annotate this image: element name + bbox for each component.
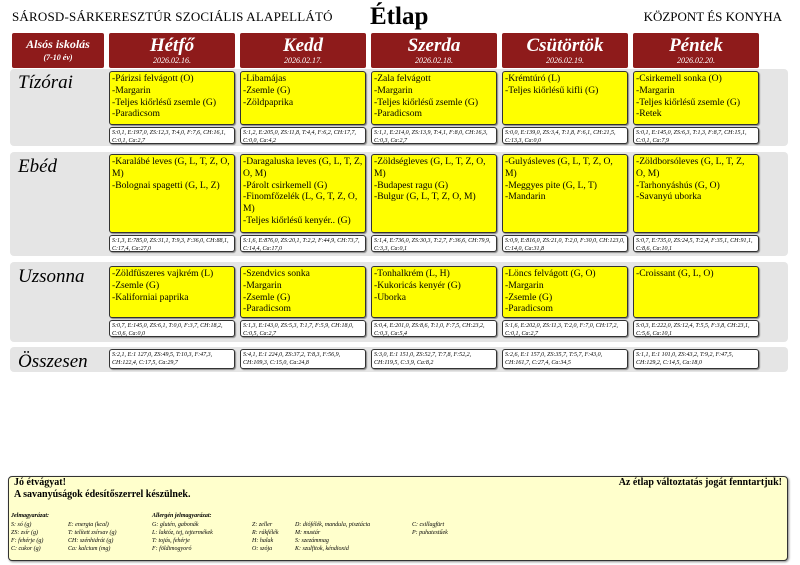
age-group-label: Alsós iskolás: [26, 37, 90, 51]
day-name: Csütörtök: [526, 35, 604, 56]
nutrition-info: S:0,7, E:145,0, ZS:6,1, T:0,0, F:3,7, CH:18,2, C:0,6, Ca:0,0: [109, 320, 235, 337]
menu-item: -Szendvics sonka: [243, 268, 310, 279]
menu-cell: [240, 154, 366, 233]
menu-item: -Bolognai spagetti (G, L, Z): [112, 179, 220, 191]
legend-item: Ca: kalcium (mg): [68, 546, 111, 552]
menu-item: -Paradicsom: [505, 303, 553, 315]
menu-item: -Margarin: [243, 279, 282, 291]
menu-item: -Zala felvágott: [374, 73, 431, 84]
menu-item: -Löncs felvágott (G, O): [505, 268, 596, 279]
menu-item: -Krémtúró (L): [505, 73, 561, 84]
day-name: Szerda: [407, 35, 461, 56]
nutrition-info: S:2,6, E:1 157,0, ZS:35,7, T:5,7, F:43,0, CH:161,7, C:27,4, Ca:34,5: [502, 349, 628, 369]
allergen-item: F: földimogyoró: [152, 546, 192, 552]
menu-cell: [633, 154, 759, 233]
nutrition-info: S:2,1, E:1 127,0, ZS:49,5, T:10,3, F:47,3, CH:122,4, C:17,5, Ca:29,7: [109, 349, 235, 369]
menu-cell: [633, 71, 759, 125]
menu-cell: [240, 71, 366, 125]
menu-item: -Zsemle (G): [112, 279, 160, 291]
nutrition-info: S:3,0, E:1 151,0, ZS:52,7, T:7,8, F:52,2, CH:119,5, C:3,9, Ca:8,2: [371, 349, 497, 369]
nutrition-info: S:1,6, E:202,0, ZS:11,3, T:2,0, F:7,0, CH:17,2, C:0,1, Ca:2,7: [502, 320, 628, 337]
nutrition-info: S:0,9, E:816,0, ZS:21,0, T:2,0, F:30,0, CH:123,0, C:14,0, Ca:31,8: [502, 235, 628, 252]
menu-item: -Teljes kiőrlésű zsemle (G): [636, 96, 741, 108]
menu-item: -Teljes kiőrlésű zsemle (G): [112, 96, 217, 108]
day-header-friday: [633, 33, 759, 68]
menu-item: -Retek: [636, 108, 662, 120]
day-header-wednesday: [371, 33, 497, 68]
row-label-tizorai: Tízórai: [18, 72, 73, 93]
day-name: Kedd: [282, 35, 324, 56]
legend-title: Jelmagyarázat:: [11, 513, 49, 519]
menu-cell: [502, 154, 628, 233]
menu-item: -Teljes kiőrlésű kenyér.. (G): [243, 214, 351, 226]
menu-item: -Margarin: [636, 84, 675, 96]
menu-cell: [109, 154, 235, 233]
allergen-item: H: halak: [252, 538, 274, 544]
menu-item: -Bulgur (G, L, T, Z, O, M): [374, 191, 476, 203]
legend-item: ZS: zsír (g): [11, 530, 39, 536]
allergen-item: R: rákfélék: [252, 530, 279, 536]
day-date: 2026.02.16.: [153, 56, 191, 65]
day-header-tuesday: [240, 33, 366, 68]
allergen-item: P: puhatestűek: [412, 530, 448, 536]
footer-disclaimer: Az étlap változtatás jogát fenntartjuk!: [618, 477, 782, 488]
age-group-range: (7-10 év): [43, 53, 73, 62]
day-header-thursday: [502, 33, 628, 68]
menu-cell: [502, 266, 628, 318]
menu-item: -Teljes kiőrlésű zsemle (G): [374, 96, 479, 108]
nutrition-info: S:1,3, E:143,0, ZS:5,3, T:1,7, F:5,9, CH:18,0, C:0,5, Ca:2,7: [240, 320, 366, 337]
menu-item: -Karalábé leves (G, L, T, Z, O, M): [112, 156, 230, 179]
menu-cell: [502, 71, 628, 125]
nutrition-info: S:0,1, E:145,0, ZS:6,3, T:1,3, F:8,7, CH:15,1, C:0,1, Ca:7,9: [633, 127, 759, 144]
menu-item: -Párolt csirkemell (G): [243, 179, 328, 191]
menu-cell: [109, 266, 235, 318]
allergen-item: D: diófélék, mandula, pisztácia: [295, 522, 371, 528]
menu-item: -Paradicsom: [374, 108, 422, 120]
menu-item: -Tonhalkrém (L, H): [374, 268, 450, 279]
menu-item: -Kukoricás kenyér (G): [374, 279, 461, 291]
row-label-uzsonna: Uzsonna: [18, 266, 85, 287]
nutrition-info: S:0,1, E:197,0, ZS:12,3, T:4,0, F:7,6, CH:16,1, C:0,1, Ca:2,7: [109, 127, 235, 144]
footer-note: A savanyúságok édesítőszerrel készülnek.: [14, 489, 191, 500]
legend-item: S: só (g): [11, 522, 32, 528]
menu-cell: [633, 266, 759, 318]
menu-item: -Libamájas: [243, 73, 287, 84]
day-name: Hétfő: [149, 35, 195, 56]
menu-item: -Zsemle (G): [243, 291, 291, 303]
legend-item: C: cukor (g): [11, 546, 41, 552]
menu-item: -Daragaluska leves (G, L, T, Z, O, M): [243, 156, 363, 179]
menu-item: -Margarin: [112, 84, 151, 96]
legend-item: E: energia (kcal): [68, 522, 109, 528]
legend-item: T: telített zsírsav (g): [68, 530, 117, 536]
menu-item: -Croissant (G, L, O): [636, 268, 714, 279]
allergen-legend-title: Allergén jelmagyarázat:: [152, 513, 212, 519]
day-name: Péntek: [669, 35, 723, 56]
menu-item: -Finomfőzelék (L, G, T, Z, O, M): [243, 191, 358, 215]
nutrition-info: S:4,1, E:1 224,0, ZS:37,2, T:8,3, F:56,9, CH:109,3, C:15,0, Ca:24,8: [240, 349, 366, 369]
nutrition-info: S:1,6, E:876,0, ZS:20,1, T:2,2, F:44,9, CH:73,7, C:14,4, Ca:17,0: [240, 235, 366, 252]
menu-item: -Margarin: [505, 279, 544, 291]
allergen-item: M: mustár: [295, 530, 321, 536]
day-header-monday: [109, 33, 235, 68]
menu-item: -Zsemle (G): [505, 291, 553, 303]
nutrition-info: S:1,2, E:205,0, ZS:11,8, T:4,4, F:6,2, CH:17,7, C:0,0, Ca:4,2: [240, 127, 366, 144]
day-date: 2026.02.20.: [677, 56, 715, 65]
allergen-item: L: laktóz, tej, tejtermékek: [152, 530, 213, 536]
menu-item: -Budapest ragu (G): [374, 179, 449, 191]
institution-subtitle: KÖZPONT ÉS KONYHA: [643, 9, 782, 24]
menu-cell: [371, 154, 497, 233]
legend-item: F: fehérje (g): [11, 538, 44, 544]
allergen-item: K: szulfitok, kéndioxid: [295, 546, 349, 552]
nutrition-info: S:1,1, E:1 101,0, ZS:43,2, T:9,2, F:47,5, CH:129,2, C:14,5, Ca:18,0: [633, 349, 759, 369]
row-label-osszesen: Összesen: [18, 351, 88, 372]
menu-item: -Margarin: [374, 84, 413, 96]
menu-cell: [371, 266, 497, 318]
nutrition-info: S:0,4, E:201,0, ZS:8,6, T:1,0, F:7,5, CH:23,2, C:0,3, Ca:5,4: [371, 320, 497, 337]
nutrition-info: S:0,3, E:222,0, ZS:12,4, T:5,5, F:3,8, CH:23,1, C:5,6, Ca:10,1: [633, 320, 759, 337]
day-date: 2026.02.18.: [415, 56, 453, 65]
menu-item: -Mandarin: [505, 191, 546, 203]
menu-item: -Savanyú uborka: [636, 191, 702, 203]
day-date: 2026.02.17.: [284, 56, 322, 65]
nutrition-info: S:1,1, E:214,0, ZS:13,9, T:4,1, F:8,0, CH:16,3, C:0,3, Ca:2,7: [371, 127, 497, 144]
legend-item: CH: szénhidrát (g): [68, 538, 114, 544]
menu-item: -Uborka: [374, 291, 406, 303]
footer-greeting: Jó étvágyat!: [14, 477, 66, 488]
page-title: Étlap: [370, 3, 429, 30]
menu-item: -Zöldborsóleves (G, L, T, Z, O, M): [636, 156, 745, 179]
nutrition-info: S:1,4, E:736,0, ZS:30,3, T:2,7, F:36,6, CH:79,9, C:3,3, Ca:0,1: [371, 235, 497, 252]
menu-item: -Meggyes pite (G, L, T): [505, 179, 598, 191]
menu-item: -Kaliforniai paprika: [112, 291, 189, 303]
allergen-item: T: tojás, fehérje: [152, 538, 190, 544]
menu-cell: [240, 266, 366, 318]
age-group-badge: [12, 33, 104, 68]
menu-item: -Gulyásleves (G, L, T, Z, O, M): [505, 156, 613, 179]
menu-item: -Zöldségleves (G, L, T, Z, O, M): [374, 156, 486, 179]
menu-cell: [371, 71, 497, 125]
menu-item: -Teljes kiőrlésű kifli (G): [505, 84, 599, 96]
nutrition-info: S:0,7, E:735,0, ZS:24,5, T:2,4, F:35,1, CH:91,1, C:8,6, Ca:10,1: [633, 235, 759, 252]
allergen-item: O: szója: [252, 546, 273, 552]
day-date: 2026.02.19.: [546, 56, 584, 65]
allergen-item: S: szezámmag: [295, 538, 329, 544]
menu-item: -Tarhonyáshús (G, O): [636, 179, 720, 191]
allergen-item: Z: zeller: [252, 522, 273, 528]
menu-item: -Párizsi felvágott (O): [112, 73, 194, 84]
institution-name: SÁROSD-SÁRKERESZTÚR SZOCIÁLIS ALAPELLÁTÓ: [12, 9, 333, 24]
menu-item: -Paradicsom: [112, 108, 160, 120]
menu-item: -Paradicsom: [243, 303, 291, 315]
menu-item: -Zöldfűszeres vajkrém (L): [112, 268, 214, 279]
nutrition-info: S:0,0, E:139,0, ZS:3,4, T:1,8, F:6,1, CH:21,5, C:13,3, Ca:0,0: [502, 127, 628, 144]
menu-item: -Csirkemell sonka (O): [636, 73, 722, 84]
menu-item: -Zöldpaprika: [243, 96, 294, 108]
menu-cell: [109, 71, 235, 125]
allergen-item: G: glutén, gabonák: [152, 522, 199, 528]
allergen-item: C: csillagfürt: [412, 522, 445, 528]
nutrition-info: S:1,3, E:785,0, ZS:31,1, T:9,3, F:36,0, CH:88,1, C:17,4, Ca:27,0: [109, 235, 235, 252]
menu-item: -Zsemle (G): [243, 84, 291, 96]
row-label-ebed: Ebéd: [18, 156, 58, 177]
